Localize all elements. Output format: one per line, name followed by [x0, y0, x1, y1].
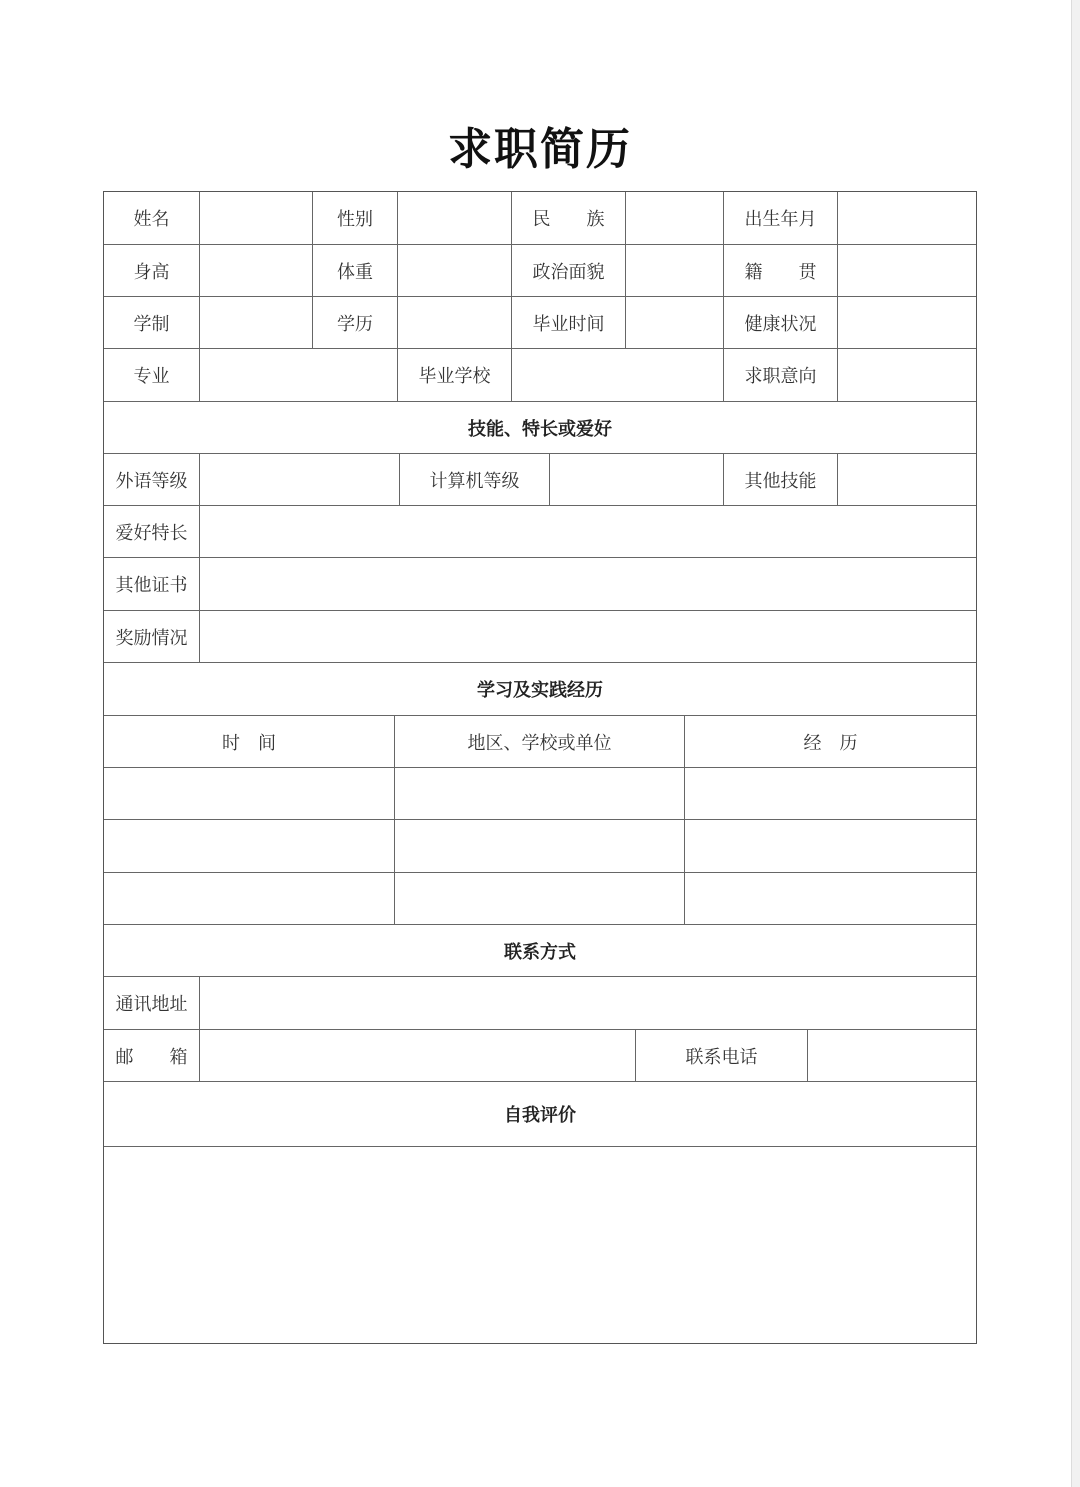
label-intention: 求职意向	[724, 349, 838, 402]
label-politics: 政治面貌	[512, 245, 626, 297]
label-birth: 出生年月	[724, 192, 838, 245]
field-weight[interactable]	[398, 245, 512, 297]
field-native[interactable]	[838, 245, 976, 297]
section-header-contact: 联系方式	[104, 925, 976, 977]
exp-row-2-time[interactable]	[104, 820, 395, 873]
field-health[interactable]	[838, 297, 976, 349]
field-ethnicity[interactable]	[626, 192, 724, 245]
label-ethnicity: 民 族	[512, 192, 626, 245]
label-other-skills: 其他技能	[724, 454, 838, 506]
label-hobbies: 爱好特长	[104, 506, 200, 558]
field-address[interactable]	[200, 977, 976, 1030]
page-edge	[1071, 0, 1080, 1487]
field-height[interactable]	[200, 245, 313, 297]
label-height: 身高	[104, 245, 200, 297]
field-certificates[interactable]	[200, 558, 976, 611]
field-education[interactable]	[398, 297, 512, 349]
label-schooling: 学制	[104, 297, 200, 349]
section-header-skills: 技能、特长或爱好	[104, 402, 976, 454]
field-schooling[interactable]	[200, 297, 313, 349]
field-intention[interactable]	[838, 349, 976, 402]
label-gender: 性别	[313, 192, 398, 245]
section-header-experience: 学习及实践经历	[104, 663, 976, 716]
label-phone: 联系电话	[636, 1030, 808, 1082]
field-politics[interactable]	[626, 245, 724, 297]
exp-row-1-place[interactable]	[395, 768, 685, 820]
field-language[interactable]	[200, 454, 400, 506]
label-grad-time: 毕业时间	[512, 297, 626, 349]
label-native: 籍 贯	[724, 245, 838, 297]
field-self-eval[interactable]	[104, 1147, 976, 1342]
label-address: 通讯地址	[104, 977, 200, 1030]
field-name[interactable]	[200, 192, 313, 245]
label-email: 邮 箱	[104, 1030, 200, 1082]
section-header-self-eval: 自我评价	[104, 1082, 976, 1147]
field-birth[interactable]	[838, 192, 976, 245]
exp-row-3-experience[interactable]	[685, 873, 976, 925]
label-school: 毕业学校	[398, 349, 512, 402]
label-awards: 奖励情况	[104, 611, 200, 663]
exp-row-2-place[interactable]	[395, 820, 685, 873]
field-other-skills[interactable]	[838, 454, 976, 506]
label-weight: 体重	[313, 245, 398, 297]
exp-row-1-experience[interactable]	[685, 768, 976, 820]
page-title: 求职简历	[448, 124, 632, 175]
exp-row-3-place[interactable]	[395, 873, 685, 925]
field-hobbies[interactable]	[200, 506, 976, 558]
field-email[interactable]	[200, 1030, 636, 1082]
col-header-time: 时 间	[104, 716, 395, 768]
field-school[interactable]	[512, 349, 724, 402]
label-major: 专业	[104, 349, 200, 402]
exp-row-3-time[interactable]	[104, 873, 395, 925]
col-header-place: 地区、学校或单位	[395, 716, 685, 768]
label-health: 健康状况	[724, 297, 838, 349]
field-awards[interactable]	[200, 611, 976, 663]
field-gender[interactable]	[398, 192, 512, 245]
resume-form	[103, 191, 977, 1344]
field-major[interactable]	[200, 349, 398, 402]
label-certificates: 其他证书	[104, 558, 200, 611]
label-language: 外语等级	[104, 454, 200, 506]
exp-row-2-experience[interactable]	[685, 820, 976, 873]
label-computer: 计算机等级	[400, 454, 550, 506]
field-computer[interactable]	[550, 454, 724, 506]
col-header-experience: 经 历	[685, 716, 976, 768]
exp-row-1-time[interactable]	[104, 768, 395, 820]
field-phone[interactable]	[808, 1030, 976, 1082]
field-grad-time[interactable]	[626, 297, 724, 349]
label-education: 学历	[313, 297, 398, 349]
label-name: 姓名	[104, 192, 200, 245]
